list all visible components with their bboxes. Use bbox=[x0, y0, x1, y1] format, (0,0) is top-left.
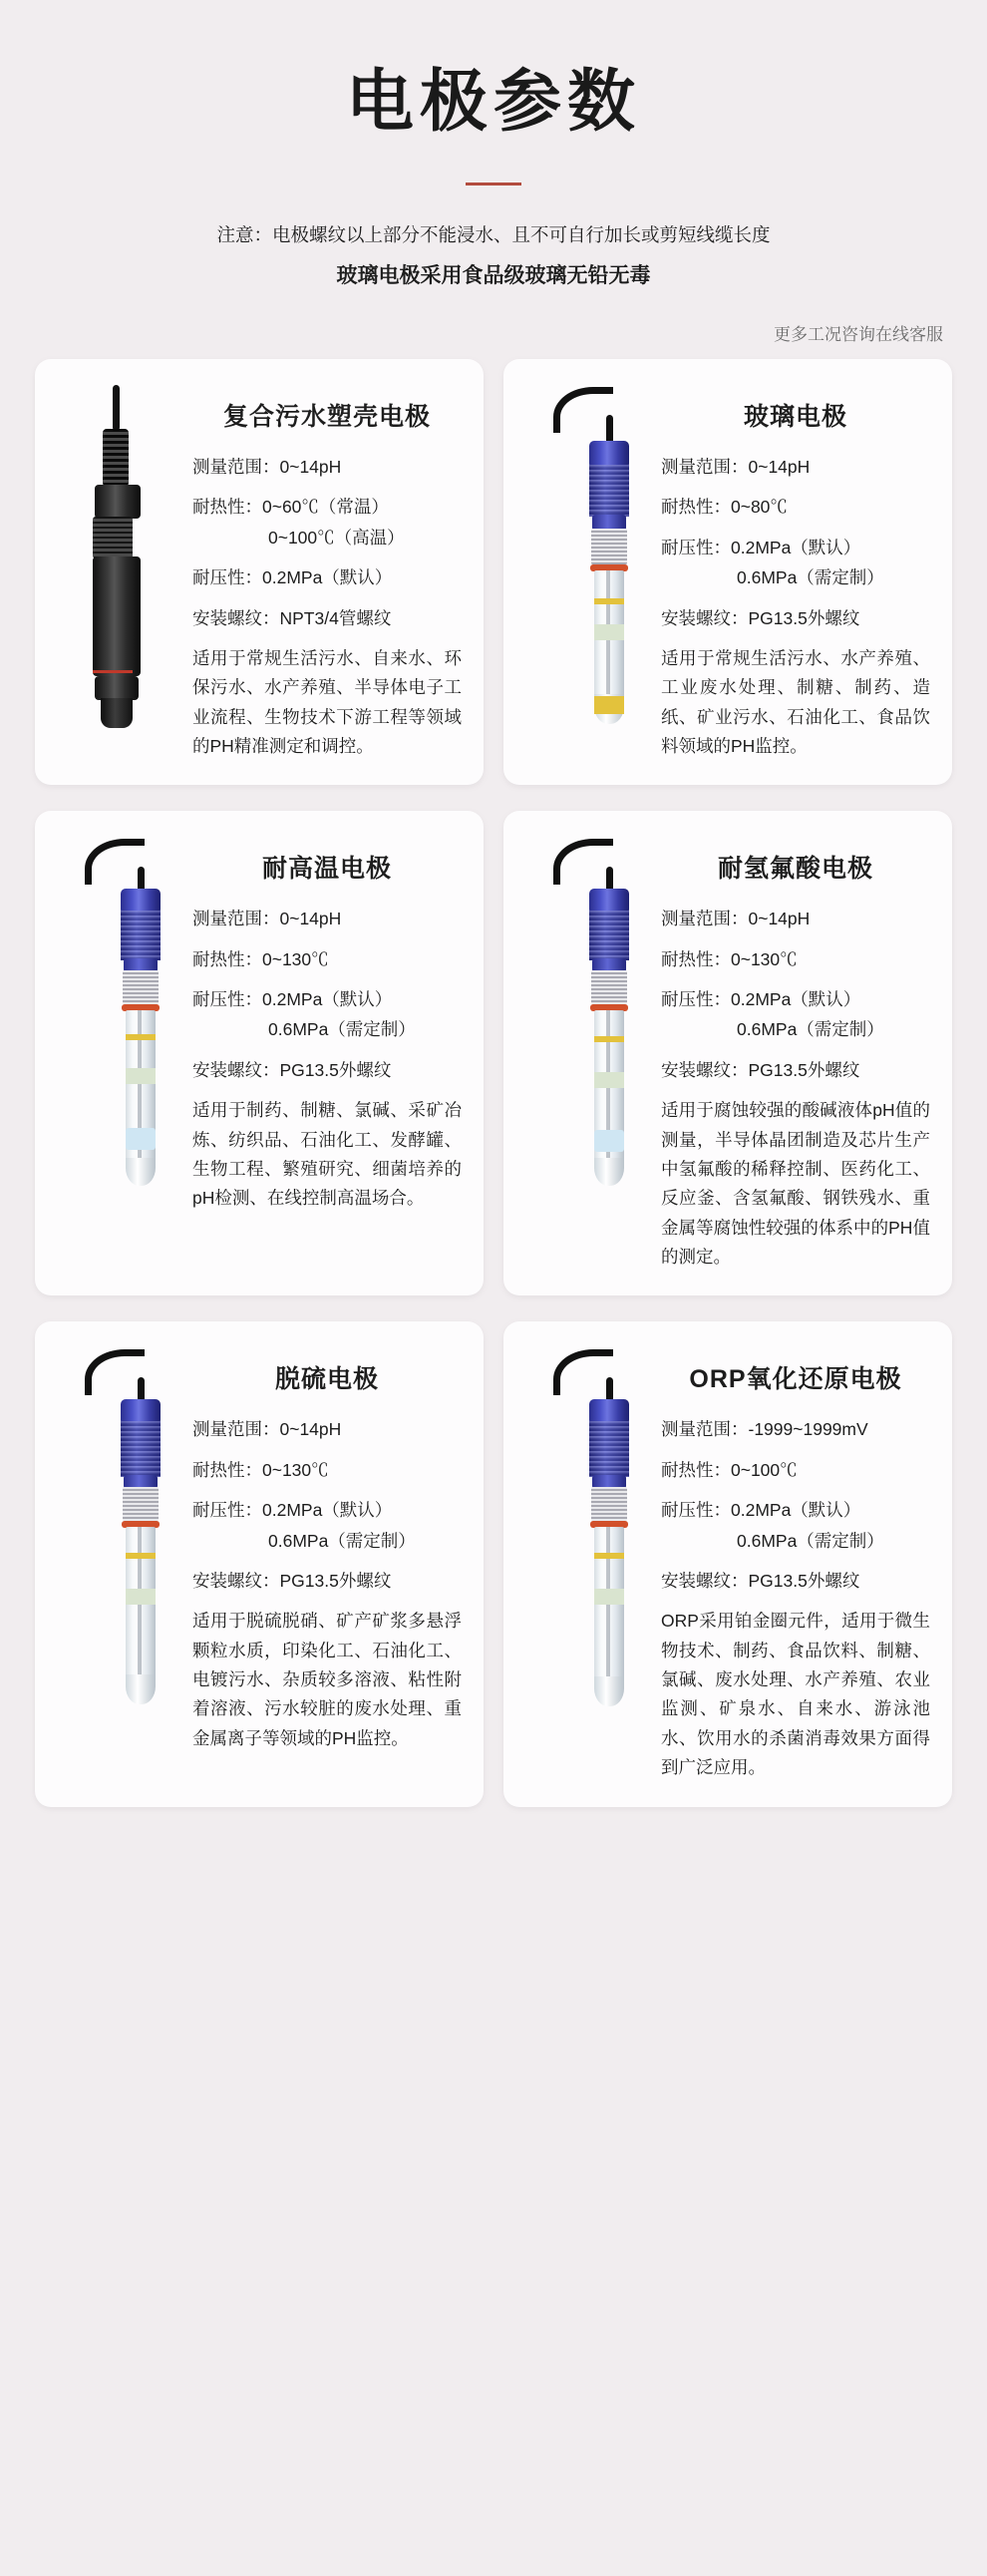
electrode-description: 适用于常规生活污水、自来水、环保污水、水产养殖、半导体电子工业流程、生物技术下游工程等领域的PH精准测定和调控。 bbox=[192, 647, 462, 757]
spec-thread: 安装螺纹：NPT3/4管螺纹 bbox=[192, 607, 392, 628]
electrode-description: 适用于常规生活污水、水产养殖、工业废水处理、制糖、制药、造纸、矿业污水、石油化工、食品饮料领域的PH监控。 bbox=[661, 647, 930, 757]
electrode-card-grid bbox=[35, 359, 952, 1806]
spec-heat-resistance: 耐热性：0~130℃ bbox=[192, 1459, 329, 1480]
notice-block bbox=[0, 219, 987, 294]
spec-pressure-resistance-alt: 0.6MPa（需定制） bbox=[737, 1530, 884, 1551]
electrode-illustration bbox=[525, 385, 657, 761]
glass-probe-icon bbox=[57, 837, 188, 1272]
spec-measuring-range: 测量范围：0~14pH bbox=[661, 909, 811, 929]
notice-line-1: 注意：电极螺纹以上部分不能浸水、且不可自行加长或剪短线缆长度 bbox=[216, 224, 771, 245]
spec-heat-resistance: 耐热性：0~60℃（常温） bbox=[192, 497, 389, 518]
spec-pressure-resistance: 耐压性：0.2MPa（默认） bbox=[661, 537, 861, 557]
spec-pressure-resistance-alt: 0.6MPa（需定制） bbox=[737, 567, 884, 588]
electrode-description: 适用于腐蚀较强的酸碱液体pH值的测量，半导体晶团制造及芯片生产中氢氟酸的稀释控制、医药化工、反应釜、含氢氟酸、钢铁残水、重金属等腐蚀性较强的体系中的PH值的测定。 bbox=[661, 1100, 930, 1268]
glass-probe-icon bbox=[525, 1347, 657, 1782]
electrode-card bbox=[35, 1321, 484, 1806]
electrode-card bbox=[503, 811, 952, 1295]
page-title: 电极参数 bbox=[345, 64, 641, 140]
spec-measuring-range: 测量范围：0~14pH bbox=[192, 909, 342, 929]
electrode-card bbox=[503, 1321, 952, 1806]
title-divider bbox=[466, 183, 521, 185]
glass-probe-icon bbox=[57, 1347, 188, 1782]
spec-measuring-range: 测量范围：0~14pH bbox=[661, 457, 811, 478]
spec-thread: 安装螺纹：PG13.5外螺纹 bbox=[661, 1570, 860, 1591]
spec-heat-resistance-alt: 0~100℃（高温） bbox=[268, 527, 405, 548]
electrode-title: 耐高温电极 bbox=[261, 855, 392, 884]
spec-heat-resistance: 耐热性：0~80℃ bbox=[661, 497, 788, 518]
spec-heat-resistance: 耐热性：0~130℃ bbox=[661, 948, 798, 969]
electrode-title: 复合污水塑壳电极 bbox=[222, 403, 431, 432]
spec-pressure-resistance-alt: 0.6MPa（需定制） bbox=[737, 1019, 884, 1040]
notice-line-2: 玻璃电极采用食品级玻璃无铅无毒 bbox=[336, 264, 651, 288]
spec-pressure-resistance: 耐压性：0.2MPa（默认） bbox=[661, 1500, 861, 1521]
electrode-card bbox=[35, 811, 484, 1295]
spec-heat-resistance: 耐热性：0~100℃ bbox=[661, 1459, 798, 1480]
spec-measuring-range: 测量范围：0~14pH bbox=[192, 457, 342, 478]
electrode-info bbox=[188, 1347, 462, 1782]
electrode-title: ORP氧化还原电极 bbox=[689, 1365, 902, 1394]
electrode-title: 耐氢氟酸电极 bbox=[717, 855, 873, 884]
electrode-card bbox=[503, 359, 952, 785]
spec-pressure-resistance: 耐压性：0.2MPa（默认） bbox=[192, 567, 393, 588]
electrode-title: 脱硫电极 bbox=[274, 1365, 379, 1394]
glass-probe-icon bbox=[525, 385, 657, 761]
spec-measuring-range: 测量范围：-1999~1999mV bbox=[661, 1419, 868, 1440]
electrode-info bbox=[657, 385, 930, 761]
electrode-title: 玻璃电极 bbox=[743, 403, 847, 432]
electrode-description: 适用于制药、制糖、氯碱、采矿冶炼、纺织品、石油化工、发酵罐、生物工程、繁殖研究、细菌培养的pH检测、在线控制高温场合。 bbox=[192, 1100, 462, 1209]
electrode-illustration bbox=[57, 1347, 188, 1782]
spec-pressure-resistance: 耐压性：0.2MPa（默认） bbox=[661, 989, 861, 1010]
electrode-info bbox=[657, 1347, 930, 1782]
electrode-info bbox=[657, 837, 930, 1272]
electrode-info bbox=[188, 837, 462, 1272]
electrode-illustration bbox=[57, 385, 188, 761]
composite-black-probe-icon bbox=[57, 385, 188, 761]
spec-pressure-resistance: 耐压性：0.2MPa（默认） bbox=[192, 1500, 393, 1521]
electrode-description: ORP采用铂金圈元件，适用于微生物技术、制药、食品饮料、制糖、氯碱、废水处理、水产养殖、农业监测、矿泉水、自来水、游泳池水、饮用水的杀菌消毒效果方面得到广泛应用。 bbox=[661, 1611, 930, 1778]
spec-thread: 安装螺纹：PG13.5外螺纹 bbox=[661, 607, 860, 628]
electrode-illustration bbox=[525, 837, 657, 1272]
spec-thread: 安装螺纹：PG13.5外螺纹 bbox=[661, 1059, 860, 1080]
spec-thread: 安装螺纹：PG13.5外螺纹 bbox=[192, 1570, 392, 1591]
electrode-illustration bbox=[57, 837, 188, 1272]
glass-probe-icon bbox=[525, 837, 657, 1272]
online-service-text: 更多工况咨询在线客服 bbox=[774, 325, 943, 345]
spec-pressure-resistance-alt: 0.6MPa（需定制） bbox=[268, 1530, 416, 1551]
electrode-description: 适用于脱硫脱硝、矿产矿浆多悬浮颗粒水质，印染化工、石油化工、电镀污水、杂质较多溶液、粘性附着溶液、污水较脏的废水处理、重金属离子等领域的PH监控。 bbox=[192, 1611, 462, 1748]
electrode-card bbox=[35, 359, 484, 785]
spec-heat-resistance: 耐热性：0~130℃ bbox=[192, 948, 329, 969]
spec-pressure-resistance: 耐压性：0.2MPa（默认） bbox=[192, 989, 393, 1010]
spec-thread: 安装螺纹：PG13.5外螺纹 bbox=[192, 1059, 392, 1080]
electrode-illustration bbox=[525, 1347, 657, 1782]
spec-measuring-range: 测量范围：0~14pH bbox=[192, 1419, 342, 1440]
electrode-info bbox=[188, 385, 462, 761]
page-header bbox=[0, 0, 987, 345]
spec-pressure-resistance-alt: 0.6MPa（需定制） bbox=[268, 1019, 416, 1040]
